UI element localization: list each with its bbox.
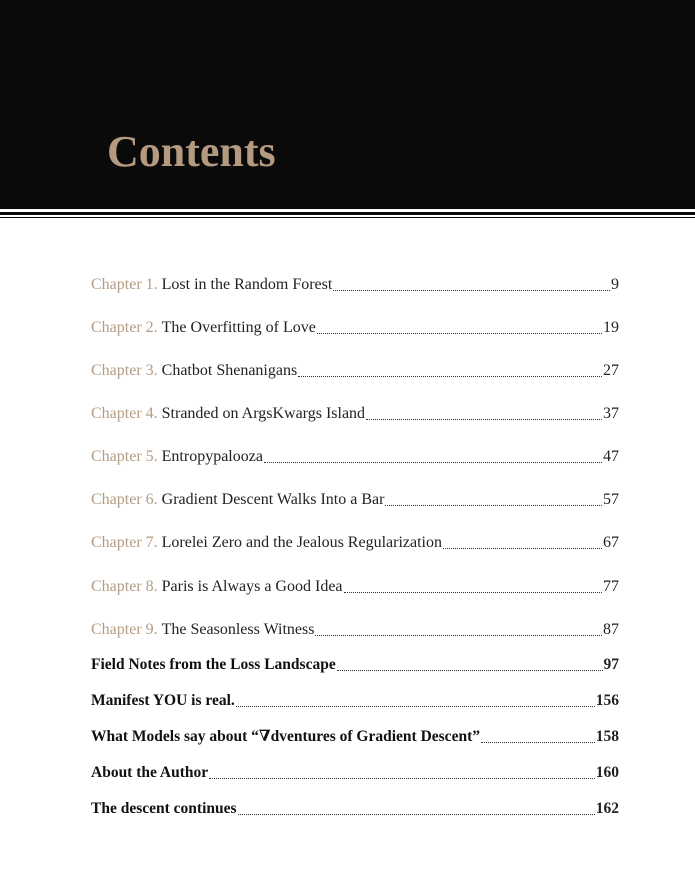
page-number: 87 — [603, 621, 619, 638]
toc-entry-chapter-5[interactable] — [91, 446, 619, 468]
page-number: 19 — [603, 319, 619, 336]
page-number: 162 — [595, 800, 619, 817]
section-title: The descent continues — [91, 800, 237, 817]
chapter-number: Chapter 3. — [91, 362, 158, 379]
page-number: 77 — [603, 578, 619, 595]
toc-entry-what-models-say[interactable] — [91, 726, 619, 748]
header-divider-thin — [0, 217, 695, 218]
section-title: What Models say about “∇dventures of Gradient Descent” — [91, 728, 480, 745]
chapter-title: Entropypalooza — [161, 448, 263, 465]
toc-entry-chapter-8[interactable] — [91, 576, 619, 598]
chapter-number: Chapter 9. — [91, 621, 158, 638]
chapter-title: Lost in the Random Forest — [161, 276, 333, 293]
page-number: 57 — [603, 491, 619, 508]
section-title: Field Notes from the Loss Landscape — [91, 656, 336, 673]
page-number: 97 — [603, 656, 619, 673]
toc-entry-descent-continues[interactable] — [91, 798, 619, 820]
dot-leader — [317, 332, 602, 334]
chapter-title: The Seasonless Witness — [161, 621, 315, 638]
dot-leader — [481, 741, 595, 743]
dot-leader — [333, 289, 610, 291]
toc-entry-chapter-4[interactable] — [91, 403, 619, 425]
dot-leader — [264, 461, 602, 463]
chapter-title: Chatbot Shenanigans — [161, 362, 298, 379]
chapter-number: Chapter 6. — [91, 491, 158, 508]
chapter-title: Lorelei Zero and the Jealous Regularization — [161, 534, 442, 551]
toc-entry-chapter-2[interactable] — [91, 317, 619, 339]
dot-leader — [366, 418, 602, 420]
header-band — [0, 0, 695, 209]
dot-leader — [385, 504, 602, 506]
chapter-number: Chapter 1. — [91, 276, 158, 293]
chapter-title: The Overfitting of Love — [161, 319, 316, 336]
dot-leader — [209, 777, 595, 779]
toc-entry-chapter-7[interactable] — [91, 532, 619, 554]
toc-entry-field-notes[interactable] — [91, 654, 619, 676]
toc-entry-chapter-6[interactable] — [91, 489, 619, 511]
chapter-title: Gradient Descent Walks Into a Bar — [161, 491, 385, 508]
toc-entry-manifest[interactable] — [91, 690, 619, 712]
page-number: 47 — [603, 448, 619, 465]
dot-leader — [298, 375, 602, 377]
toc-entry-chapter-1[interactable] — [91, 274, 619, 296]
toc-entry-chapter-3[interactable] — [91, 360, 619, 382]
section-title: About the Author — [91, 764, 209, 781]
page-number: 67 — [603, 534, 619, 551]
chapter-number: Chapter 8. — [91, 578, 158, 595]
dot-leader — [443, 547, 602, 549]
dot-leader — [337, 669, 603, 671]
chapter-number: Chapter 2. — [91, 319, 158, 336]
page-number: 37 — [603, 405, 619, 422]
chapter-number: Chapter 5. — [91, 448, 158, 465]
toc-entry-chapter-9[interactable] — [91, 619, 619, 641]
page-number: 158 — [595, 728, 619, 745]
dot-leader — [238, 813, 595, 815]
page-number: 156 — [595, 692, 619, 709]
page-title: Contents — [107, 127, 276, 176]
chapter-title: Stranded on ArgsKwargs Island — [161, 405, 366, 422]
page-number: 27 — [603, 362, 619, 379]
dot-leader — [236, 705, 595, 707]
page-number: 9 — [611, 276, 619, 293]
chapter-title: Paris is Always a Good Idea — [161, 578, 343, 595]
page-number: 160 — [595, 764, 619, 781]
chapter-number: Chapter 7. — [91, 534, 158, 551]
dot-leader — [315, 634, 602, 636]
toc-entry-about-author[interactable] — [91, 762, 619, 784]
header-divider-thick — [0, 212, 695, 215]
section-title: Manifest YOU is real. — [91, 692, 235, 709]
chapter-number: Chapter 4. — [91, 405, 158, 422]
dot-leader — [344, 591, 602, 593]
